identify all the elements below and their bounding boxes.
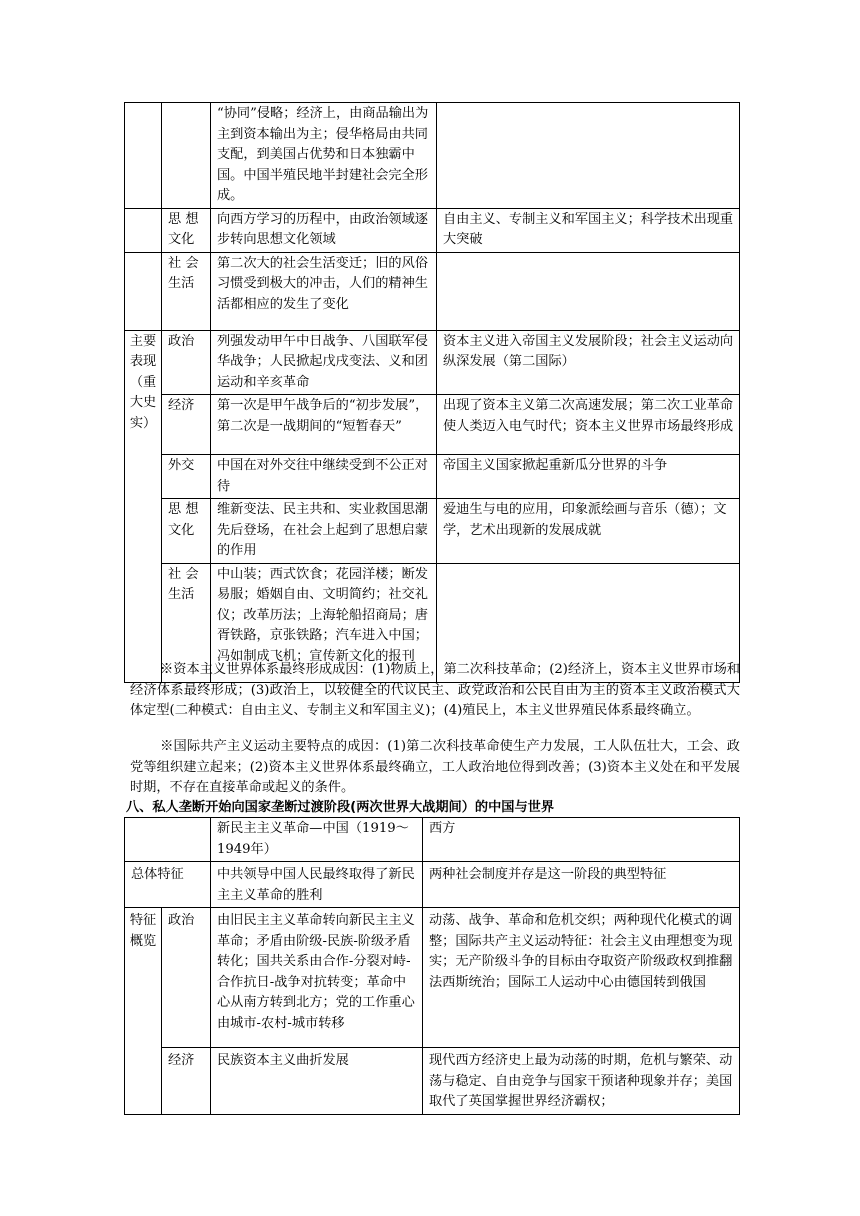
table-cell: 中国在对外交往中继续受到不公正对待 xyxy=(211,455,437,499)
table-row xyxy=(125,252,740,330)
table-cell: 列强发动甲午中日战争、八国联军侵华战争；人民掀起戊戌变法、义和团运动和辛亥革命 xyxy=(211,330,437,395)
row-label: 思 想 文化 xyxy=(162,499,211,564)
row-label: 经济 xyxy=(162,395,211,455)
row-label: 总体特征 xyxy=(125,862,211,908)
table-header-row xyxy=(125,818,740,862)
table-row xyxy=(125,330,740,395)
note-communist-movement xyxy=(130,737,740,799)
row-label: 政治 xyxy=(162,908,211,1048)
table-cell: 动荡、战争、革命和危机交织；两种现代化模式的调整；国际共产主义运动特征：社会主义由理想变为现实；无产阶级斗争的目标由夺取资产阶级政权到推翻法西斯统治；国际工人运动中心由德国转到俄国 xyxy=(423,908,740,1048)
table-cell: 向西方学习的历程中，由政治领域逐步转向思想文化领域 xyxy=(211,208,437,252)
row-label: 经济 xyxy=(162,1048,211,1115)
table-cell: 由旧民主主义革命转向新民主主义革命；矛盾由阶级-民族-阶级矛盾转化；国共关系由合作-分裂对峙-合作抗日-战争对抗转变；革命中心从南方转到北方；党的工作重心由城市-农村-城市转移 xyxy=(211,908,423,1048)
table-cell: 民族资本主义曲折发展 xyxy=(211,1048,423,1115)
table-row xyxy=(125,908,740,1048)
column-header-west: 西方 xyxy=(423,818,740,862)
comparison-table-interwar xyxy=(124,817,740,1115)
table-cell xyxy=(125,818,211,862)
table-row xyxy=(125,455,740,499)
table-cell: “协同”侵略；经济上，由商品输出为主到资本输出为主；侵华格局由共同支配，到美国占优势和日本独霸中国。中国半殖民地半封建社会完全形成。 xyxy=(211,103,437,209)
table-cell xyxy=(125,252,162,330)
table-row xyxy=(125,499,740,564)
table-row xyxy=(125,208,740,252)
row-label: 思 想 文化 xyxy=(162,208,211,252)
section-heading: 八、私人垄断开始向国家垄断过渡阶段(两次世界大战期间）的中国与世界 xyxy=(126,800,555,815)
table-row xyxy=(125,1048,740,1115)
table-cell xyxy=(125,103,162,209)
row-label: 社 会 生活 xyxy=(162,252,211,330)
table-cell: 中共领导中国人民最终取得了新民主主义革命的胜利 xyxy=(211,862,423,908)
table-cell xyxy=(125,208,162,252)
table-cell: 第二次大的社会生活变迁；旧的风俗习惯受到极大的冲击，人们的精神生活都相应的发生了变化 xyxy=(211,252,437,330)
row-label: 政治 xyxy=(162,330,211,395)
table-cell: 资本主义进入帝国主义发展阶段；社会主义运动向纵深发展（第二国际） xyxy=(437,330,740,395)
table-cell xyxy=(162,103,211,209)
table-cell: 帝国主义国家掀起重新瓜分世界的斗争 xyxy=(437,455,740,499)
table-cell: 爱迪生与电的应用，印象派绘画与音乐（德）；文学，艺术出现新的发展成就 xyxy=(437,499,740,564)
table-cell: 维新变法、民主共和、实业救国思潮先后登场，在社会上起到了思想启蒙的作用 xyxy=(211,499,437,564)
note-text: ※国际共产主义运动主要特点的成因：(1)第二次科技革命使生产力发展，工人队伍壮大，工会、政党等组织建立起来；(2)资本主义世界体系最终确立，工人政治地位得到改善；(3)资本主义处在和平发展时期，不存在直接革命或起义的条件。 xyxy=(130,739,740,795)
comparison-table-late-qing xyxy=(124,102,740,683)
note-world-system xyxy=(130,660,740,722)
table-cell: 两种社会制度并存是这一阶段的典型特征 xyxy=(423,862,740,908)
note-text: ※资本主义世界体系最终形成成因：(1)物质上，第二次科技革命；(2)经济上，资本主义世界市场和经济体系最终形成；(3)政治上，以较健全的代议民主、政党政治和公民自由为主的资本主义政治模式大体定型(二种模式：自由主义、专制主义和军国主义)；(4)殖民上，本主义世界殖民体系最终确立。 xyxy=(130,662,740,718)
row-label: 外交 xyxy=(162,455,211,499)
table-cell xyxy=(437,252,740,330)
column-header-china: 新民主主义革命—中国（1919～1949年） xyxy=(211,818,423,862)
table-cell: 第一次是甲午战争后的“初步发展”，第二次是一战期间的“短暂春天” xyxy=(211,395,437,455)
group-label-overview: 特征概览 xyxy=(125,908,162,1115)
table-cell: 自由主义、专制主义和军国主义；科学技术出现重大突破 xyxy=(437,208,740,252)
table-row xyxy=(125,862,740,908)
group-label-main-events: 主要表现（重大史实） xyxy=(125,330,162,682)
table-cell: 出现了资本主义第二次高速发展；第二次工业革命使人类迈入电气时代；资本主义世界市场最终形成 xyxy=(437,395,740,455)
row-label: 社 会 生活 xyxy=(162,563,211,682)
table-row xyxy=(125,395,740,455)
table-cell: 现代西方经济史上最为动荡的时期，危机与繁荣、动荡与稳定、自由竞争与国家干预诸种现象并存；美国取代了英国掌握世界经济霸权； xyxy=(423,1048,740,1115)
table-cell xyxy=(437,103,740,209)
table-cell: 中山装；西式饮食；花园洋楼；断发易服；婚姻自由、文明简约；社交礼仪；改革历法；上海轮船招商局；唐胥铁路，京张铁路；汽车进入中国；冯如制成飞机；宣传新文化的报刊 xyxy=(211,563,437,682)
table-row xyxy=(125,103,740,209)
